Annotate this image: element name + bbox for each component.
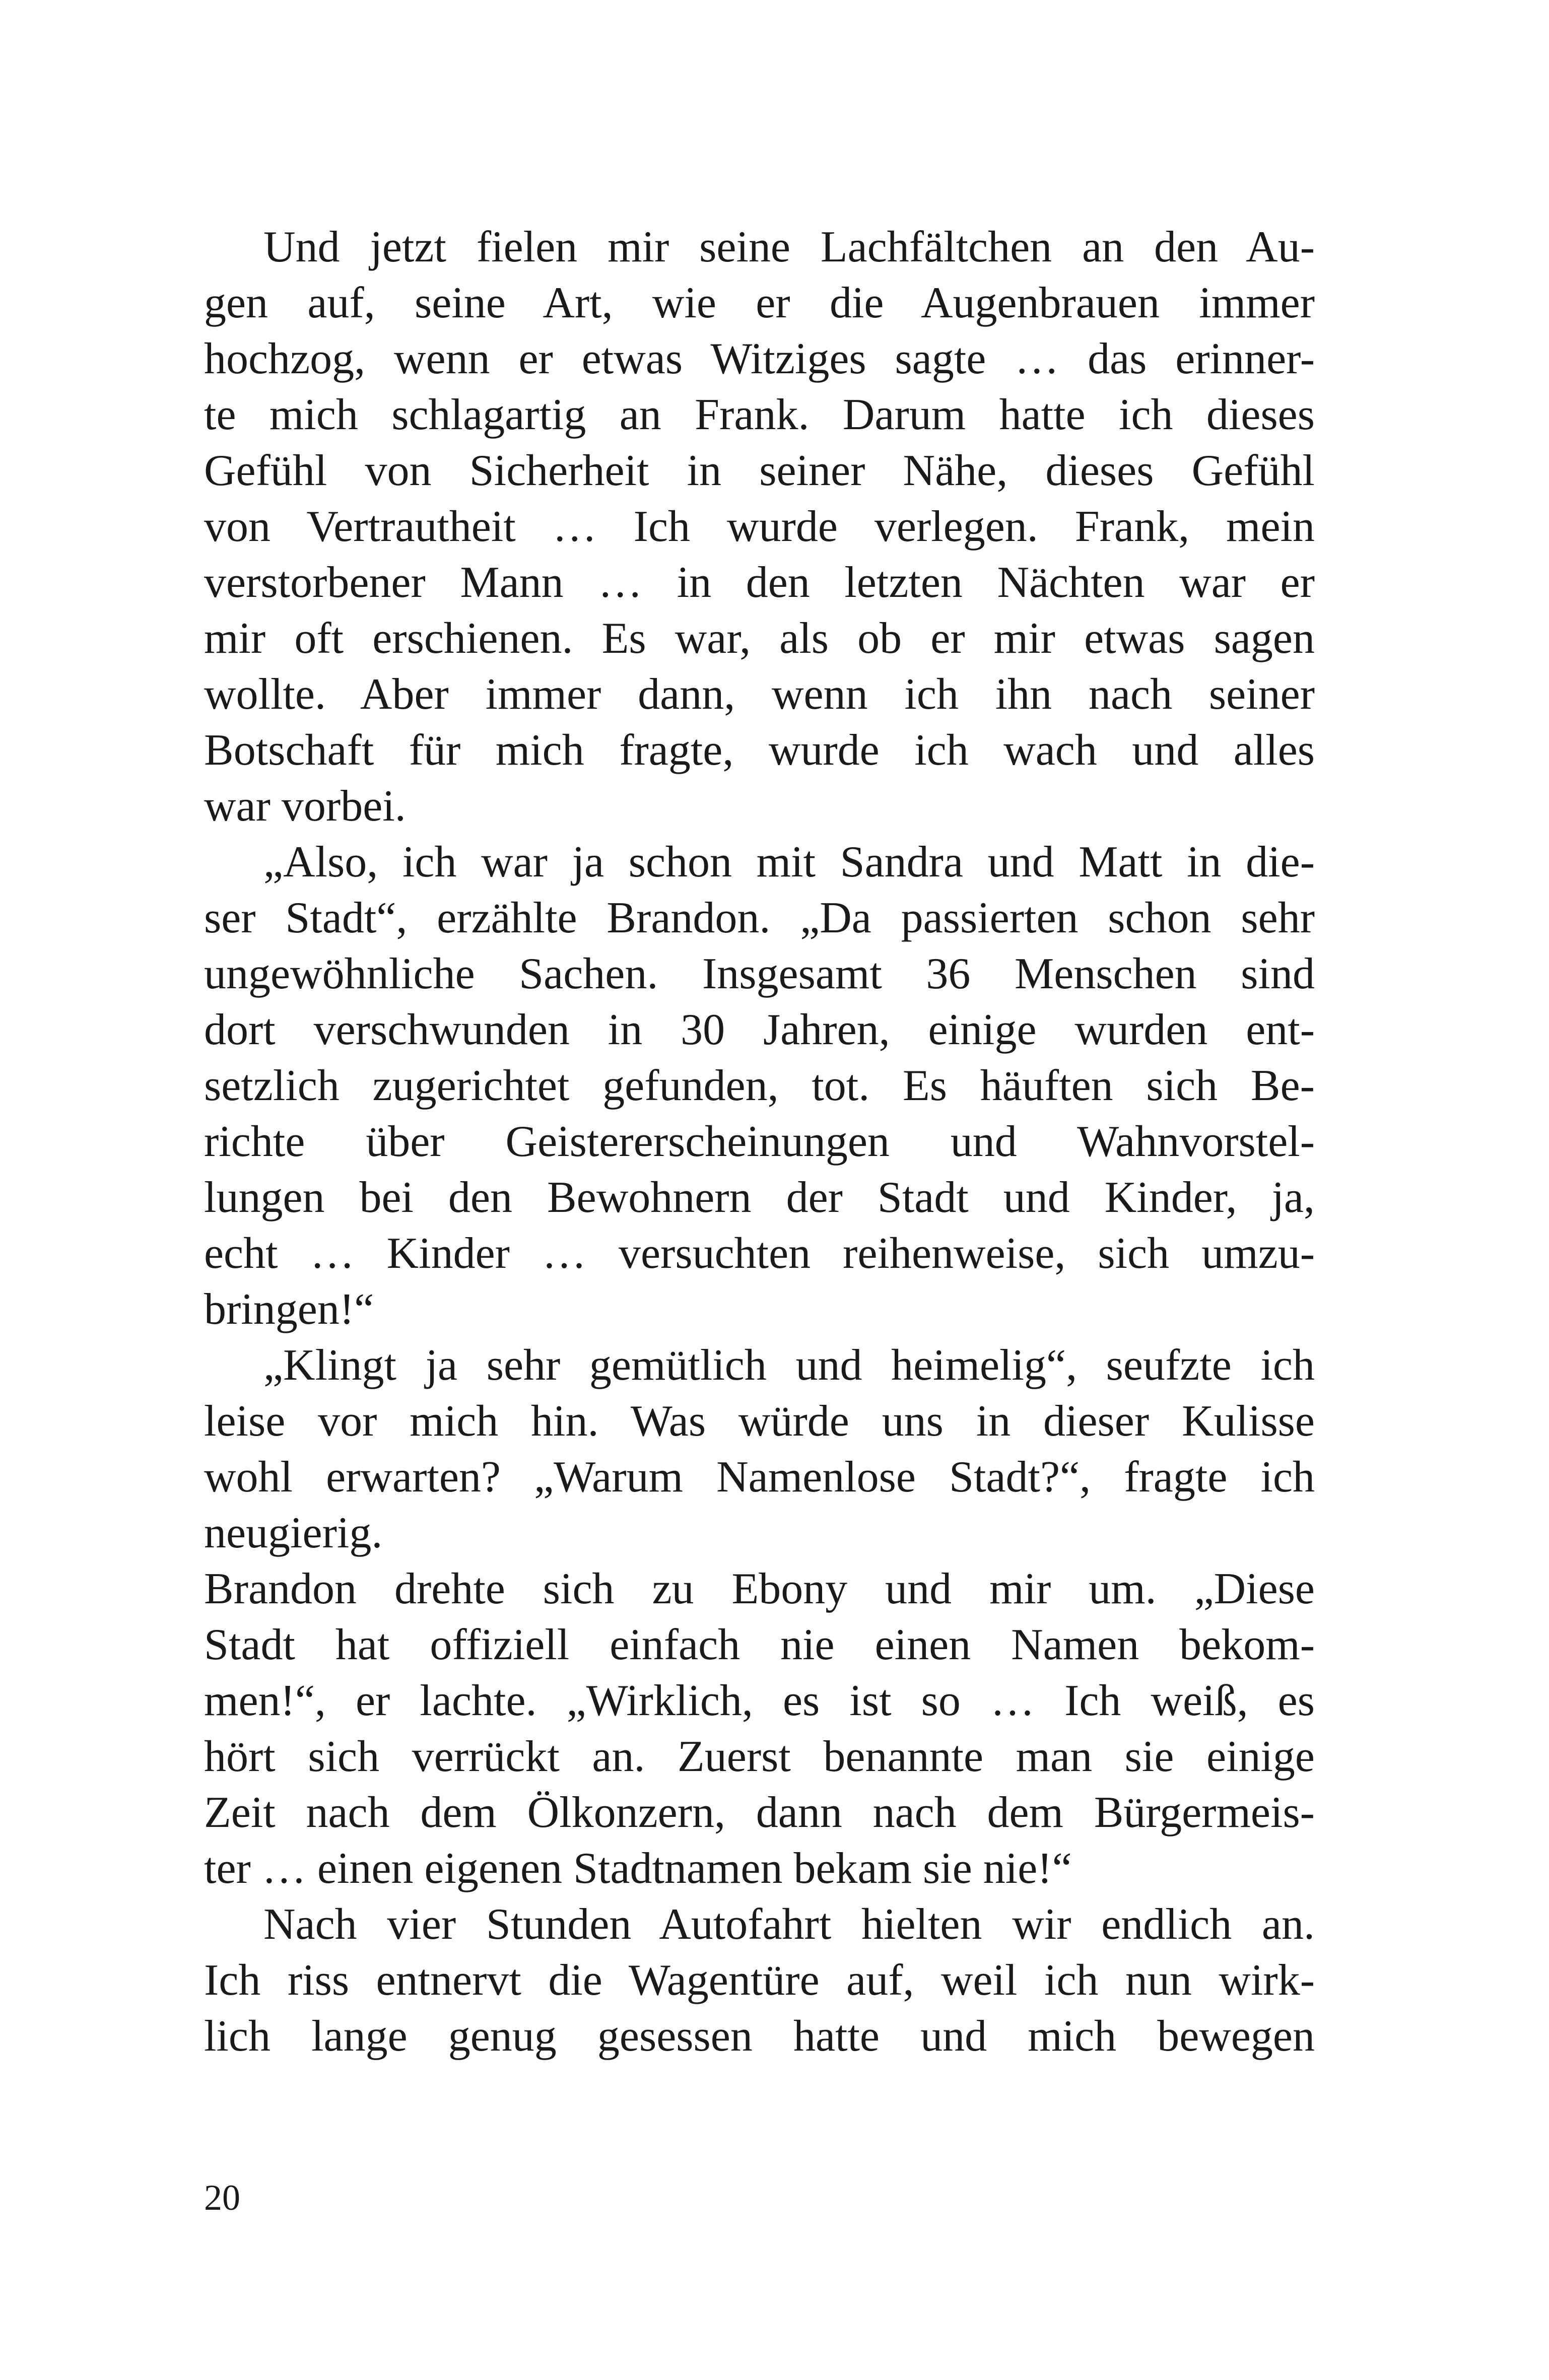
text-line: dort verschwunden in 30 Jahren, einige wurden ent- (204, 1005, 1315, 1054)
page-number: 20 (204, 2178, 240, 2218)
text-line: leise vor mich hin. Was würde uns in dieser Kulisse (204, 1397, 1315, 1446)
text-line: „Klingt ja sehr gemütlich und heimelig“, seufzte ich (263, 1341, 1315, 1390)
text-line: von Vertrautheit … Ich wurde verlegen. Frank, mein (204, 502, 1315, 551)
text-line: hört sich verrückt an. Zuerst benannte man sie einige (204, 1732, 1315, 1781)
paragraph (204, 1337, 1315, 1561)
text-line: hochzog, wenn er etwas Witziges sagte … das erinner- (204, 334, 1315, 383)
text-line: men!“, er lachte. „Wirklich, es ist so … Ich weiß, es (204, 1676, 1315, 1725)
text-line: war vorbei. (204, 782, 406, 831)
text-line: Stadt hat offiziell einfach nie einen Namen bekom- (204, 1620, 1315, 1669)
text-line: wohl erwarten? „Warum Namenlose Stadt?“, fragte ich (204, 1453, 1315, 1502)
text-line: Brandon drehte sich zu Ebony und mir um. „Diese (204, 1565, 1315, 1613)
text-line: mir oft erschienen. Es war, als ob er mir etwas sagen (204, 614, 1315, 663)
text-line: lungen bei den Bewohnern der Stadt und Kinder, ja, (204, 1173, 1315, 1222)
text-line: setzlich zugerichtet gefunden, tot. Es häuften sich Be- (204, 1061, 1315, 1110)
paragraph (204, 1896, 1315, 2064)
text-line: Botschaft für mich fragte, wurde ich wach und alles (204, 726, 1315, 775)
text-line: „Also, ich war ja schon mit Sandra und Matt in die- (263, 838, 1315, 887)
text-line: neugierig. (204, 1509, 383, 1557)
text-line: Und jetzt fielen mir seine Lachfältchen an den Au- (263, 223, 1315, 271)
text-line: Zeit nach dem Ölkonzern, dann nach dem Bürgermeis- (204, 1788, 1315, 1837)
text-line: richte über Geistererscheinungen und Wahnvorstel- (204, 1117, 1315, 1166)
text-line: Gefühl von Sicherheit in seiner Nähe, dieses Gefühl (204, 446, 1315, 495)
text-line: gen auf, seine Art, wie er die Augenbrauen immer (204, 279, 1315, 327)
text-line: bringen!“ (204, 1285, 374, 1334)
body-text (204, 219, 1315, 2064)
text-line: ungewöhnliche Sachen. Insgesamt 36 Menschen sind (204, 949, 1315, 998)
text-line: verstorbener Mann … in den letzten Nächten war er (204, 558, 1315, 607)
text-line: te mich schlagartig an Frank. Darum hatte ich dieses (204, 390, 1315, 439)
text-line: Ich riss entnervt die Wagentüre auf, weil ich nun wirk- (204, 1956, 1315, 2005)
text-line: Nach vier Stunden Autofahrt hielten wir endlich an. (263, 1900, 1315, 1949)
paragraph (204, 834, 1315, 1337)
paragraph (204, 219, 1315, 834)
text-line: ser Stadt“, erzählte Brandon. „Da passierten schon sehr (204, 894, 1315, 942)
paragraph (204, 1561, 1315, 1896)
text-line: lich lange genug gesessen hatte und mich bewegen (204, 2012, 1315, 2061)
text-line: echt … Kinder … versuchten reihenweise, sich umzu- (204, 1229, 1315, 1278)
text-line: ter … einen eigenen Stadtnamen bekam sie nie!“ (204, 1844, 1072, 1893)
text-line: wollte. Aber immer dann, wenn ich ihn nach seiner (204, 670, 1315, 719)
